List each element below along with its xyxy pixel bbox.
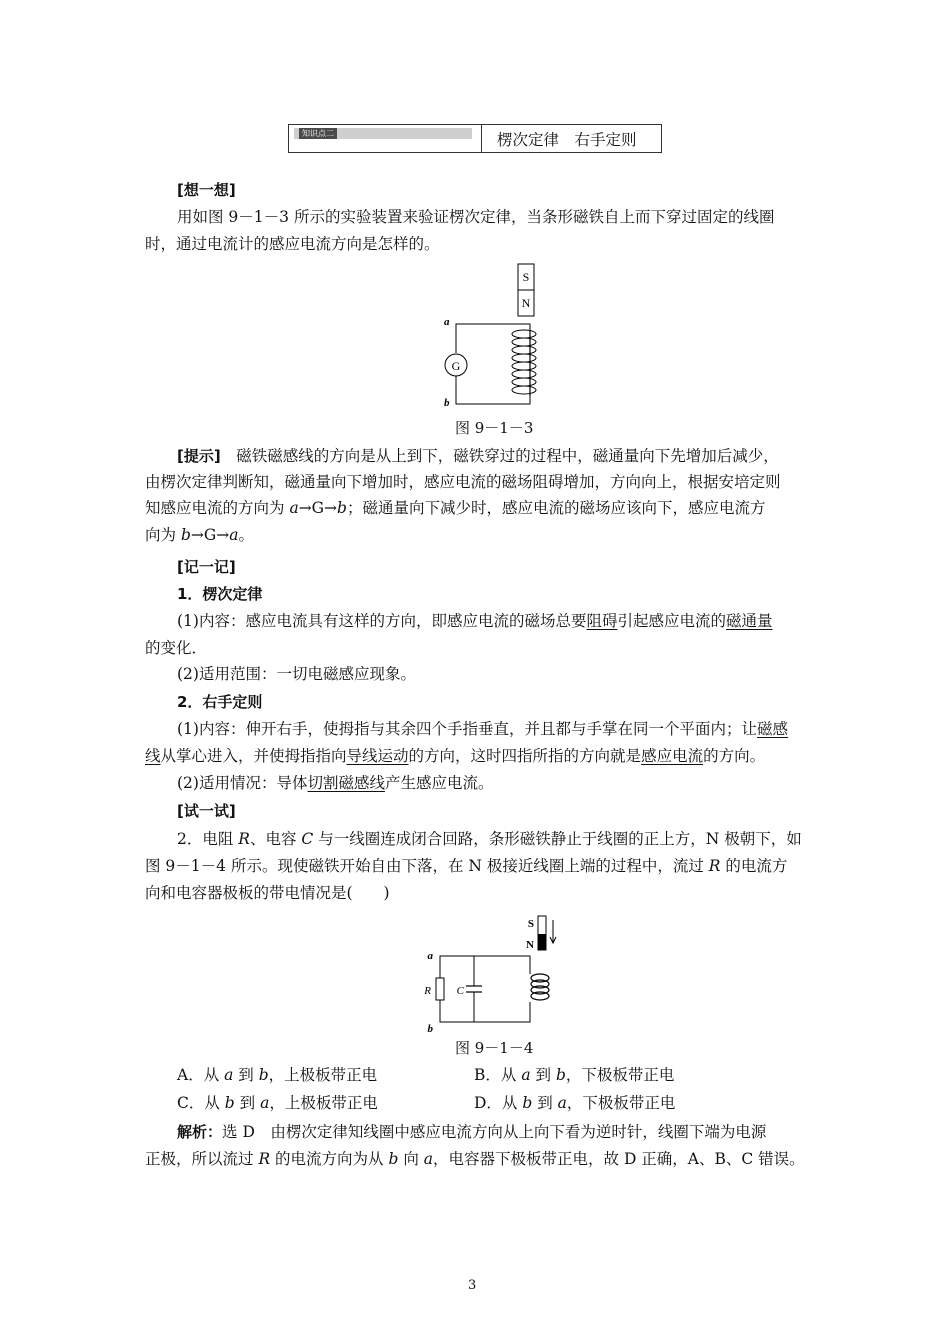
trial-question-line-1 [177,829,837,849]
magnet-s-label: S [527,918,534,930]
q-text-c: 与一线圈连成闭合回路，条形磁铁静止于线圈的正上方，N 极朝下，如 [313,830,802,848]
hint-text-4b: 。 [238,526,254,544]
trial-label: [试一试] [177,802,236,820]
current-path-2-b: b [180,526,191,544]
option-b-from: a [521,1066,531,1084]
trial-question-line-2 [145,856,805,876]
blank-induced-current: 感应电流 [641,747,704,765]
current-path-1-b: b [337,499,347,517]
option-b-to: b [555,1066,566,1084]
rhr-content-line-2 [145,746,805,766]
resistor [436,978,444,1000]
magnet-n-label: N [526,939,534,951]
figure-9-1-4 [418,912,568,1032]
figure-caption-9-1-4: 图 9－1－4 [455,1039,534,1057]
heading-lenz-law: 1．楞次定律 [177,585,263,603]
q-text-a: 2．电阻 [177,830,239,848]
lenz-text-b: 引起感应电流的 [617,612,726,630]
blank-field-lines-2: 线 [145,747,161,765]
knowledge-point-badge [294,128,472,139]
option-d-text-1: D．从 [474,1094,523,1112]
rhr-text-b: 从掌心进入，并使拇指指向 [160,747,347,765]
option-d[interactable] [474,1093,774,1113]
hint-line-3 [145,498,805,518]
hint-label: [提示] [177,447,221,465]
galvanometer-label: G [451,359,461,373]
option-b-text-2: 到 [530,1066,556,1084]
lenz-content-line-2: 的变化． [145,639,208,657]
rhr-content-line-1 [177,719,837,739]
option-d-text-3: ，下极板带正电 [566,1094,676,1112]
blank-field-lines-1: 磁感 [756,720,788,738]
q-text-b: 、电容 [249,830,302,848]
capacitor-label: C [456,985,464,997]
falling-magnet [526,916,556,951]
rhr-text-a: (1)内容：伸开右手，使拇指与其余四个手指垂直，并且都与手掌在同一个平面内；让 [177,720,757,738]
analysis-text-2a: 正极，所以流过 [145,1150,259,1168]
think-label: [想一想] [177,181,236,199]
analysis-text-1: 选 D 由楞次定律知线圈中感应电流方向从上向下看为逆时针，线圈下端为电源 [222,1123,767,1141]
rhr-text-c: 的方向，这时四指所指的方向就是 [408,747,642,765]
option-a-text-3: ，上极板带正电 [268,1066,378,1084]
option-b-text-3: ，下极板带正电 [565,1066,675,1084]
analysis-to: a [423,1150,434,1168]
terminal-b-label: b [444,397,450,409]
hint-line-2: 由楞次定律判断知，磁通量向下增加时，感应电流的磁场阻碍增加，方向向上，根据安培定则 [145,473,781,491]
analysis-label: 解析： [177,1123,223,1141]
analysis-line-1 [177,1122,837,1142]
analysis-symbol-r: R [258,1150,271,1168]
option-a-text-2: 到 [233,1066,259,1084]
terminal-a-label: a [444,316,450,328]
hint-line-1 [177,446,837,466]
figure-caption-9-1-3: 图 9－1－3 [455,419,534,437]
magnet-s-label: S [522,270,530,284]
option-c-to: a [260,1094,270,1112]
heading-right-hand-rule: 2．右手定则 [177,693,263,711]
option-d-to: a [557,1094,567,1112]
analysis-text-2c: 向 [398,1150,424,1168]
bar-magnet [518,264,534,316]
coil [512,330,536,396]
q-symbol-r2: R [708,857,721,875]
option-c[interactable] [177,1093,457,1113]
option-c-from: b [224,1094,235,1112]
q-symbol-r: R [238,830,250,848]
trial-question-line-3: 向和电容器极板的带电情况是( ) [145,884,390,902]
lenz-content-line-1 [177,611,837,631]
option-b[interactable] [474,1065,774,1085]
capacitor [466,986,482,992]
hint-text-3a: 知感应电流的方向为 [145,499,290,517]
q-symbol-c: C [301,830,314,848]
resistor-label: R [424,985,431,997]
analysis-text-2d: ，电容器下极板带正电，故 D 正确，A、B、C 错误。 [433,1150,805,1168]
q-text-e: 的电流方 [720,857,788,875]
blank-cut-field-lines: 切割磁感线 [307,774,385,792]
blank-wire-motion: 导线运动 [346,747,409,765]
page-number: 3 [468,1278,477,1293]
header-divider [481,125,482,152]
lenz-text-a: (1)内容：感应电流具有这样的方向，即感应电流的磁场总要 [177,612,587,630]
hint-text-3b: ；磁通量向下减少时，感应电流的磁场应该向下，感应电流方 [346,499,766,517]
circuit-wires [440,956,530,1022]
blank-magnetic-flux: 磁通量 [726,612,773,630]
q-text-d: 图 9－1－4 所示。现使磁铁开始自由下落，在 N 极接近线圈上端的过程中，流过 [145,857,709,875]
figure-9-1-3 [430,262,550,412]
terminal-a-label: a [427,950,433,962]
galvanometer [445,354,467,376]
rhr-scope-b: 产生感应电流。 [384,774,494,792]
magnet-n-label: N [521,296,531,310]
option-a-from: a [224,1066,234,1084]
option-c-text-2: 到 [234,1094,261,1112]
option-c-text-3: ，上极板带正电 [269,1094,378,1112]
current-path-2-arrow: →G→ [190,526,230,544]
option-b-text-1: B．从 [474,1066,522,1084]
option-a-text-1: A．从 [177,1066,225,1084]
terminal-b-label: b [427,1023,433,1032]
lenz-scope: (2)适用范围：一切电磁感应现象。 [177,665,416,683]
think-question-line-2: 时，通过电流计的感应电流方向是怎样的。 [145,235,440,253]
analysis-line-2 [145,1149,805,1169]
coil [531,974,549,1000]
rhr-text-d: 的方向。 [703,747,766,765]
option-a-to: b [258,1066,269,1084]
current-path-1-a: a [289,499,299,517]
badge-label: 知识点二 [299,128,337,139]
blank-hinder: 阻碍 [586,612,618,630]
current-path-2-a: a [229,526,239,544]
note-label: [记一记] [177,558,236,576]
section-title: 楞次定律 右手定则 [497,131,637,149]
hint-line-4 [145,525,805,545]
hint-text-1: 磁铁磁感线的方向是从上到下，磁铁穿过的过程中，磁通量向下先增加后减少， [236,447,779,465]
option-c-text-1: C．从 [177,1094,225,1112]
option-d-from: b [522,1094,533,1112]
rhr-scope-a: (2)适用情况：导体 [177,774,308,792]
knowledge-point-header [288,124,662,153]
analysis-text-2b: 的电流方向为从 [270,1150,389,1168]
current-path-1-arrow: →G→ [298,499,338,517]
option-a[interactable] [177,1065,457,1085]
analysis-from: b [388,1150,399,1168]
hint-text-4a: 向为 [145,526,181,544]
rhr-scope [177,773,837,793]
think-question-line-1: 用如图 9－1－3 所示的实验装置来验证楞次定律，当条形磁铁自上而下穿过固定的线圈 [177,208,775,226]
option-d-text-2: 到 [532,1094,558,1112]
